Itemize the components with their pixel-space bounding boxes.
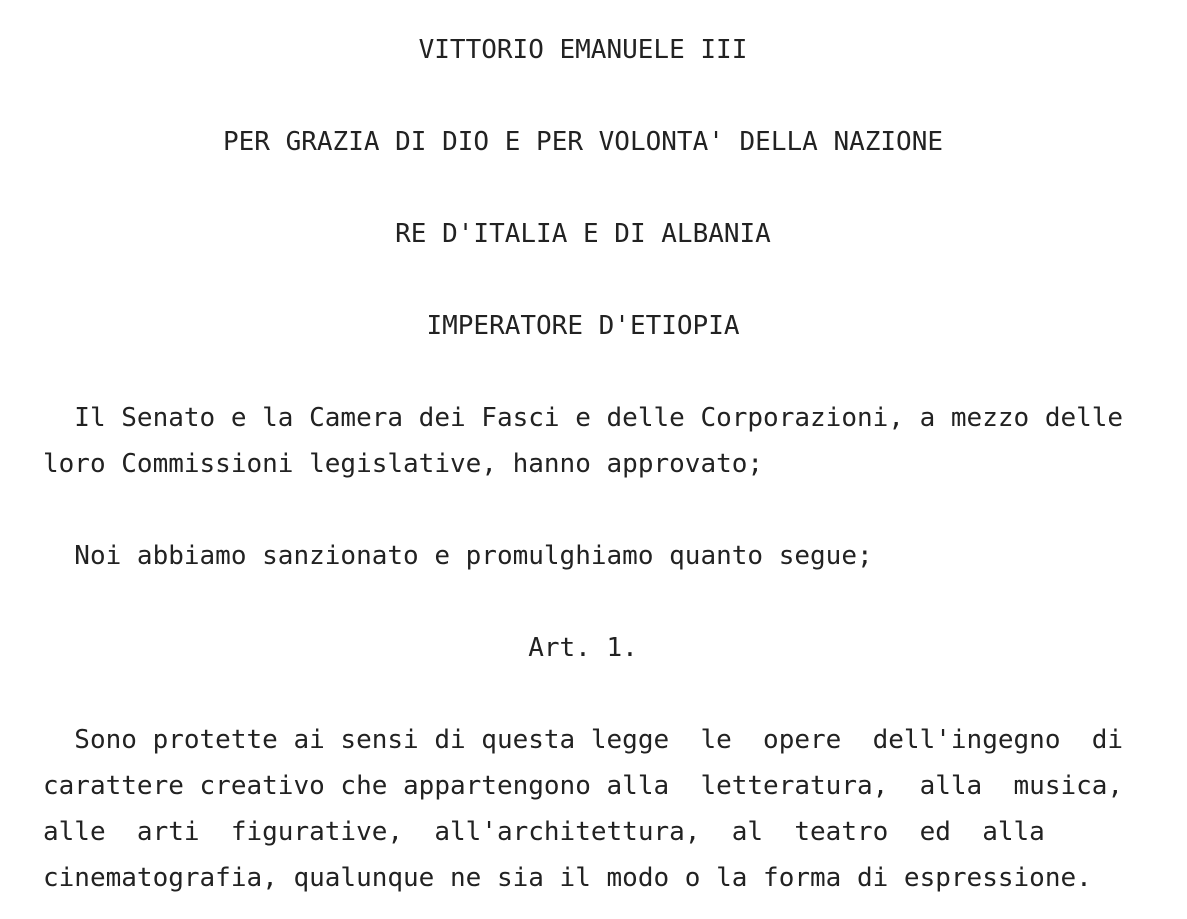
document-body <box>43 27 1143 901</box>
article-line-2: carattere creativo che appartengono alla letteratura, alla musica, <box>43 771 1124 801</box>
article-line-1: Sono protette ai sensi di questa legge le opere dell'ingegno di <box>43 725 1124 755</box>
header-kingdom-line: RE D'ITALIA E DI ALBANIA <box>395 219 771 249</box>
preamble-paragraph-2: Noi abbiamo sanzionato e promulghiamo quanto segue; <box>43 541 873 571</box>
article-line-3: alle arti figurative, all'architettura, al teatro ed alla <box>43 817 1045 847</box>
article-heading: Art. 1. <box>528 633 638 663</box>
header-grace-line: PER GRAZIA DI DIO E PER VOLONTA' DELLA NAZIONE <box>222 127 944 157</box>
preamble-paragraph-1-line-2: loro Commissioni legislative, hanno approvato; <box>43 449 764 479</box>
preamble-paragraph-1-line-1: Il Senato e la Camera dei Fasci e delle Corporazioni, a mezzo delle <box>43 403 1124 433</box>
header-emperor-line: IMPERATORE D'ETIOPIA <box>426 311 740 341</box>
article-line-4: cinematografia, qualunque ne sia il modo o la forma di espressione. <box>43 863 1092 893</box>
header-king-name: VITTORIO EMANUELE III <box>418 35 748 65</box>
